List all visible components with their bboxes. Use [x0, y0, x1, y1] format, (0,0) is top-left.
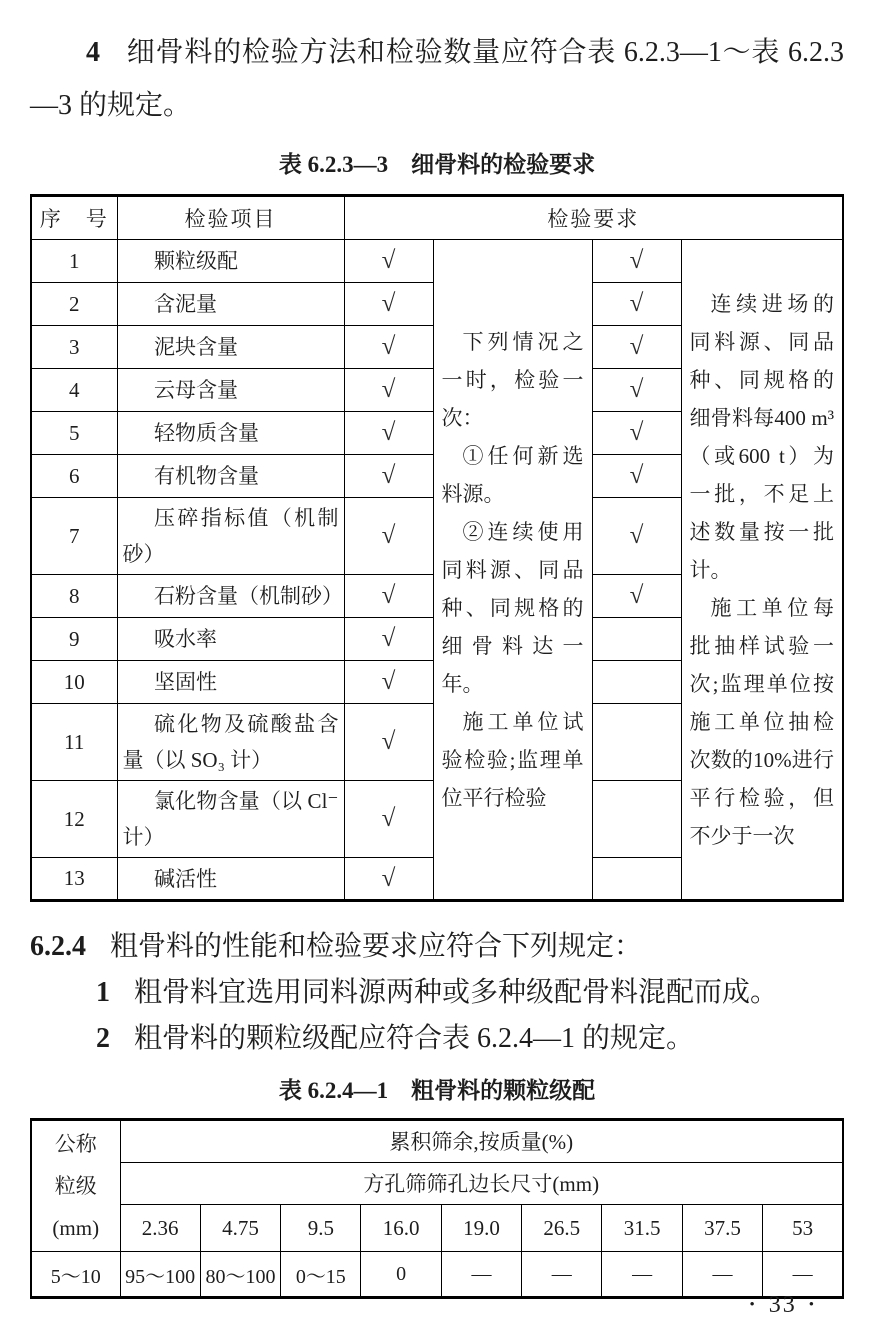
value-cell: —: [682, 1252, 762, 1298]
item-cell: 有机物含量: [117, 455, 344, 498]
check-cell: √: [592, 455, 681, 498]
header-inspection-item: 检验项目: [117, 196, 344, 240]
batch-rule-note-cell: [681, 240, 843, 901]
check-cell: √: [344, 369, 433, 412]
check-cell: [592, 704, 681, 781]
check-cell: √: [344, 618, 433, 661]
check-cell: [592, 781, 681, 858]
check-cell: √: [592, 575, 681, 618]
check-cell: √: [592, 326, 681, 369]
item-cell: 碱活性: [117, 858, 344, 901]
table2-title: 表 6.2.4—1 粗骨料的颗粒级配: [278, 1078, 596, 1103]
table1-header-row: [31, 196, 843, 240]
row-number-cell: 4: [31, 369, 117, 412]
item-cell: 含泥量: [117, 283, 344, 326]
row-number-cell: 1: [31, 240, 117, 283]
section-number: 6.2.4: [30, 931, 86, 962]
check-cell: [592, 661, 681, 704]
note-paragraph: 连续进场的同料源、同品种、同规格的细骨料每400 m³（或600 t）为一批，不足上述数量按一批计。: [689, 291, 834, 582]
check-cell: √: [344, 326, 433, 369]
note-paragraph: ②连续使用同料源、同品种、同规格的细骨料达一年。: [441, 519, 584, 696]
table2-header-row-1: [31, 1120, 843, 1163]
check-cell: √: [344, 661, 433, 704]
sieve-size-cell: 9.5: [281, 1205, 361, 1252]
item-cell: 颗粒级配: [117, 240, 344, 283]
note-paragraph: 施工单位每批抽样试验一次;监理单位按施工单位抽检次数的10%进行平行检验，但不少于一次: [689, 595, 834, 848]
item-number: 1: [96, 977, 110, 1008]
check-cell: √: [592, 412, 681, 455]
row-number-cell: 2: [31, 283, 117, 326]
table2-data-row: [31, 1252, 843, 1298]
value-cell: 0: [361, 1252, 441, 1298]
table1-title: 表 6.2.3—3 细骨料的检验要求: [278, 152, 596, 177]
value-cell: —: [441, 1252, 521, 1298]
item-cell: 轻物质含量: [117, 412, 344, 455]
header-inspection-requirement: 检验要求: [344, 196, 843, 240]
corner-line: (mm): [52, 1216, 100, 1240]
check-cell: √: [592, 369, 681, 412]
item-text: 粗骨料宜选用同料源两种或多种级配骨料混配而成。: [134, 977, 779, 1008]
row-number-cell: 8: [31, 575, 117, 618]
value-cell: —: [602, 1252, 682, 1298]
table2-sizes-row: [31, 1205, 843, 1252]
item-cell: 硫化物及硫酸盐含量（以 SO₃ 计）: [117, 704, 344, 781]
item-number: 2: [96, 1023, 110, 1054]
value-cell: 80～100: [200, 1252, 280, 1298]
note-paragraph: 施工单位试验检验;监理单位平行检验: [441, 709, 584, 810]
sieve-size-cell: 4.75: [200, 1205, 280, 1252]
when-to-inspect-note-cell: [433, 240, 592, 901]
check-cell: √: [344, 412, 433, 455]
sieve-size-cell: 31.5: [602, 1205, 682, 1252]
value-cell: —: [763, 1252, 843, 1298]
intro-clause-number: 4: [86, 37, 100, 68]
page-number: [737, 1292, 828, 1319]
row-number-cell: 3: [31, 326, 117, 369]
item-cell: 云母含量: [117, 369, 344, 412]
bullet-icon: •: [808, 1297, 816, 1313]
item-cell: 压碎指标值（机制砂）: [117, 498, 344, 575]
check-cell: √: [344, 575, 433, 618]
item-cell: 坚固性: [117, 661, 344, 704]
check-cell: √: [344, 283, 433, 326]
section-item-1: [96, 970, 844, 1016]
fine-aggregate-inspection-table: [30, 194, 844, 902]
row-number-cell: 10: [31, 661, 117, 704]
check-cell: √: [344, 704, 433, 781]
value-cell: 95～100: [120, 1252, 200, 1298]
row-number-cell: 9: [31, 618, 117, 661]
value-cell: —: [522, 1252, 602, 1298]
check-cell: √: [344, 781, 433, 858]
sieve-size-cell: 26.5: [522, 1205, 602, 1252]
value-cell: 0～15: [281, 1252, 361, 1298]
item-cell: 泥块含量: [117, 326, 344, 369]
coarse-aggregate-gradation-table: [30, 1118, 844, 1299]
nominal-size-corner-cell: [31, 1120, 120, 1252]
check-cell: √: [344, 455, 433, 498]
item-cell: 氯化物含量（以 Cl⁻ 计）: [117, 781, 344, 858]
sieve-size-cell: 16.0: [361, 1205, 441, 1252]
section-text: 粗骨料的性能和检验要求应符合下列规定：: [110, 931, 643, 962]
header-sieve-size: 方孔筛筛孔边长尺寸(mm): [120, 1162, 843, 1205]
header-cumulative-residue: 累积筛余,按质量(%): [120, 1120, 843, 1163]
table-row: [31, 240, 843, 283]
item-cell: 吸水率: [117, 618, 344, 661]
sieve-size-cell: 37.5: [682, 1205, 762, 1252]
row-number-cell: 13: [31, 858, 117, 901]
sieve-size-cell: 19.0: [441, 1205, 521, 1252]
row-number-cell: 6: [31, 455, 117, 498]
bullet-icon: •: [749, 1297, 757, 1313]
item-text: 粗骨料的颗粒级配应符合表 6.2.4—1 的规定。: [134, 1023, 695, 1054]
check-cell: √: [592, 498, 681, 575]
row-number-cell: 12: [31, 781, 117, 858]
section-heading: [30, 924, 844, 970]
check-cell: √: [592, 240, 681, 283]
row-number-cell: 7: [31, 498, 117, 575]
check-cell: √: [344, 858, 433, 901]
corner-line: 粒级: [54, 1174, 97, 1198]
section-item-2: [96, 1016, 844, 1062]
check-cell: [592, 618, 681, 661]
check-cell: √: [592, 283, 681, 326]
row-number-cell: 11: [31, 704, 117, 781]
intro-clause-text: 细骨料的检验方法和检验数量应符合表 6.2.3—1～表 6.2.3—3 的规定。: [30, 37, 844, 121]
check-cell: √: [344, 498, 433, 575]
sieve-size-cell: 2.36: [120, 1205, 200, 1252]
corner-line: 公称: [54, 1132, 97, 1156]
note-paragraph: 下列情况之一时，检验一次：: [441, 329, 584, 430]
sieve-size-cell: 53: [763, 1205, 843, 1252]
grade-cell: 5～10: [31, 1252, 120, 1298]
check-cell: [592, 858, 681, 901]
row-number-cell: 5: [31, 412, 117, 455]
page-number-value: 33: [768, 1292, 797, 1318]
paragraph-intro: [30, 26, 844, 132]
header-serial-number: 序 号: [31, 196, 117, 240]
check-cell: √: [344, 240, 433, 283]
note-paragraph: ①任何新选料源。: [441, 443, 584, 506]
item-cell: 石粉含量（机制砂）: [117, 575, 344, 618]
table2-header-row-2: [31, 1162, 843, 1205]
